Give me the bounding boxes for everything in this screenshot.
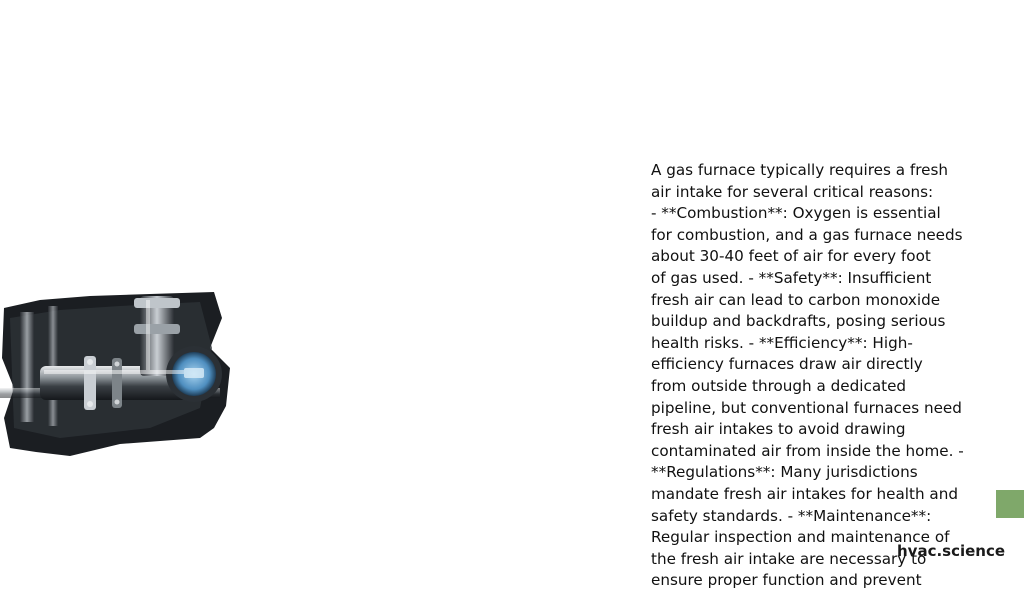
pipe-valve-icon: [0, 288, 232, 460]
article-text: A gas furnace typically requires a fresh air intake for several critical reasons: - **Combustion**: Oxygen is essential for combustion, and a gas furnace needs about 30-40 feet of air for every foot of gas used. - **Safety**: Insufficient fresh air can lead to carbon monoxide buildup and backdrafts, posing serious health risks. - **Efficiency**: High- efficiency furnaces draw air directly from outside through a dedicated pipeline, but conventional furnaces need fresh air intakes to avoid drawing contaminated air from inside the home. - **Regulations**: Many jurisdictions mandate fresh air intakes for health and safety standards. - **Maintenance**: Regular inspection and maintenance of the fresh air intake are necessary to ensure proper function and prevent: [651, 161, 964, 590]
accent-square: [996, 490, 1024, 518]
hero-image: [0, 288, 232, 460]
site-watermark: hvac.science: [897, 542, 1006, 560]
